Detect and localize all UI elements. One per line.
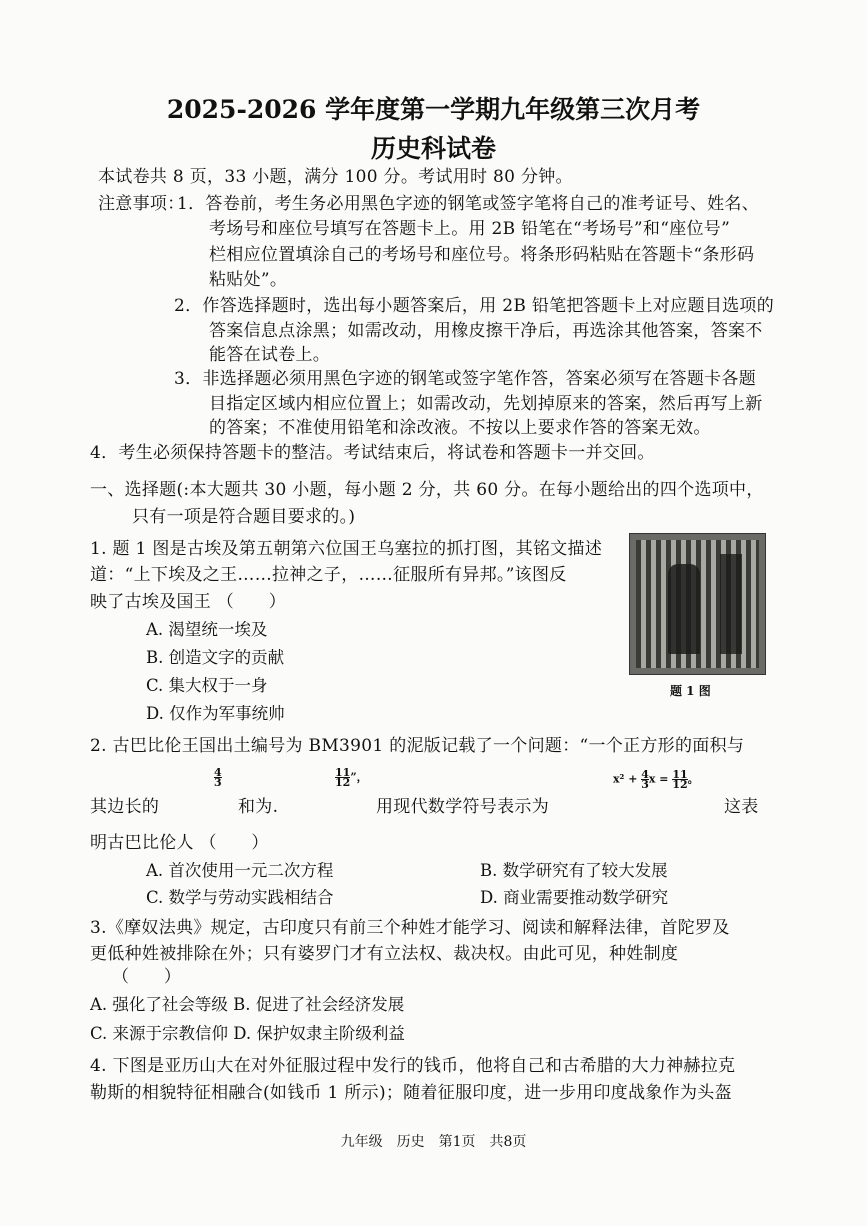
q2-equation [613,770,699,789]
note-1-line-2: 考场号和座位号填写在答题卡上。用 2B 铅笔在“考场号”和“座位号” [209,219,731,239]
note-4: 4．考生必须保持答题卡的整洁。考试结束后，将试卷和答题卡一并交回。 [90,443,655,463]
section-1-line-2: 只有一项是符合题目要求的。) [132,507,356,527]
exam-subtitle: 历史科试卷 [370,134,496,163]
note-1-line-1: 1．答卷前，考生务必用黑色字迹的钢笔或签字笔将自己的准考证号、姓名、 [177,194,760,214]
q2-stem-line-3: 明古巴比伦人 （ ） [90,833,269,853]
q2-text-part-2: 和为. [238,797,279,817]
q4-stem-line-2: 勒斯的相貌特征相融合(如钱币 1 所示)；随着征服印度，进一步用印度战象作为头盔 [90,1083,732,1103]
q2-fraction-2-denominator: 12 [335,776,351,789]
q2-text-part-1: 其边长的 [90,797,160,817]
q2-fraction-1 [214,768,222,787]
note-3-line-2: 目指定区域内相应位置上；如需改动，先划掉原来的答案，然后再写上新 [209,394,763,414]
q2-equation-mid: x = [648,772,673,786]
exam-title: 2025-2026 学年度第一学期九年级第三次月考 [166,95,701,124]
q2-option-a: A. 首次使用一元二次方程 [146,861,334,880]
note-1-line-3: 栏相应位置填涂自己的考场号和座位号。将条形码粘贴在答题卡“条形码 [209,245,755,265]
note-2-line-1: 2．作答选择题时，选出每小题答案后，用 2B 铅笔把答题卡上对应题目选项的 [174,296,775,316]
q2-eq-frac-2-num: 11 [672,768,688,781]
q2-option-c: C. 数学与劳动实践相结合 [146,888,334,907]
q1-option-d: D. 仅作为军事统帅 [146,704,285,723]
q4-stem-line-1: 4. 下图是亚历山大在对外征服过程中发行的钱币，他将自己和古希腊的大力神赫拉克 [90,1056,736,1076]
q1-stem-line-2: 道：“上下埃及之王……拉神之子，……征服所有异邦。”该图反 [90,565,567,585]
q1-option-a: A. 渴望统一埃及 [146,620,268,639]
q2-fraction-2 [335,768,368,787]
q2-fraction-1-numerator: 4 [214,766,222,779]
q1-option-c: C. 集大权于一身 [146,676,268,695]
q2-eq-frac-2-den: 12 [672,778,688,791]
q2-option-d: D. 商业需要推动数学研究 [480,888,669,907]
note-2-line-2: 答案信息点涂黑；如需改动，用橡皮擦干净后，再选涂其他答案，答案不 [209,321,763,341]
q2-text-part-3: 用现代数学符号表示为 [376,797,549,817]
note-3-line-1: 3．非选择题必须用黑色字迹的钢笔或签字笔作答，答案必须写在答题卡各题 [174,369,757,389]
q1-figure-image [629,533,766,675]
exam-intro: 本试卷共 8 页，33 小题，满分 100 分。考试用时 80 分钟。 [98,167,573,187]
note-3-line-3: 的答案；不准使用铅笔和涂改液。不按以上要求作答的答案无效。 [209,418,711,438]
note-1-line-4: 粘贴处”。 [209,270,288,290]
section-1-line-1: 一、选择题(:本大题共 30 小题，每小题 2 分，共 60 分。在每小题给出的四个选项中， [90,480,764,500]
q1-option-b: B. 创造文字的贡献 [146,648,285,667]
page-footer: 九年级 历史 第1页 共8页 [340,1134,527,1150]
q2-equation-lead: x² + [613,772,642,786]
q1-stem-line-3: 映了古埃及国王 （ ） [90,592,287,612]
q2-option-b: B. 数学研究有了较大发展 [480,861,668,880]
q3-stem-line-3: （ ） [112,967,182,987]
note-2-line-3: 能答在试卷上。 [209,345,331,365]
q2-fraction-1-denominator: 3 [214,776,222,789]
q2-fraction-2-tail: ”， [350,770,368,784]
q2-eq-frac-1-den: 3 [641,778,649,791]
q3-stem-line-2: 更低种姓被排除在外；只有婆罗门才有立法权、裁决权。由此可见，种姓制度 [90,944,679,964]
q3-options-a-b: A. 强化了社会等级 B. 促进了社会经济发展 [90,995,405,1014]
q3-options-c-d: C. 来源于宗教信仰 D. 保护奴隶主阶级利益 [90,1024,405,1043]
q2-stem-line-1: 2. 古巴比伦王国出土编号为 BM3901 的泥版记载了一个问题：“一个正方形的面积与 [90,736,745,756]
q2-eq-frac-1-num: 4 [641,768,649,781]
q2-text-part-4: 这表 [724,797,759,817]
q1-figure-caption: 题 1 图 [670,684,711,698]
q3-stem-line-1: 3.《摩奴法典》规定，古印度只有前三个种姓才能学习、阅读和解释法律，首陀罗及 [90,918,730,938]
notes-label: 注意事项： [98,194,185,214]
q2-fraction-2-numerator: 11 [335,766,351,779]
q2-equation-tail: 。 [687,772,699,786]
q1-stem-line-1: 1. 题 1 图是古埃及第五朝第六位国王乌塞拉的抓打图，其铭文描述 [90,539,603,559]
